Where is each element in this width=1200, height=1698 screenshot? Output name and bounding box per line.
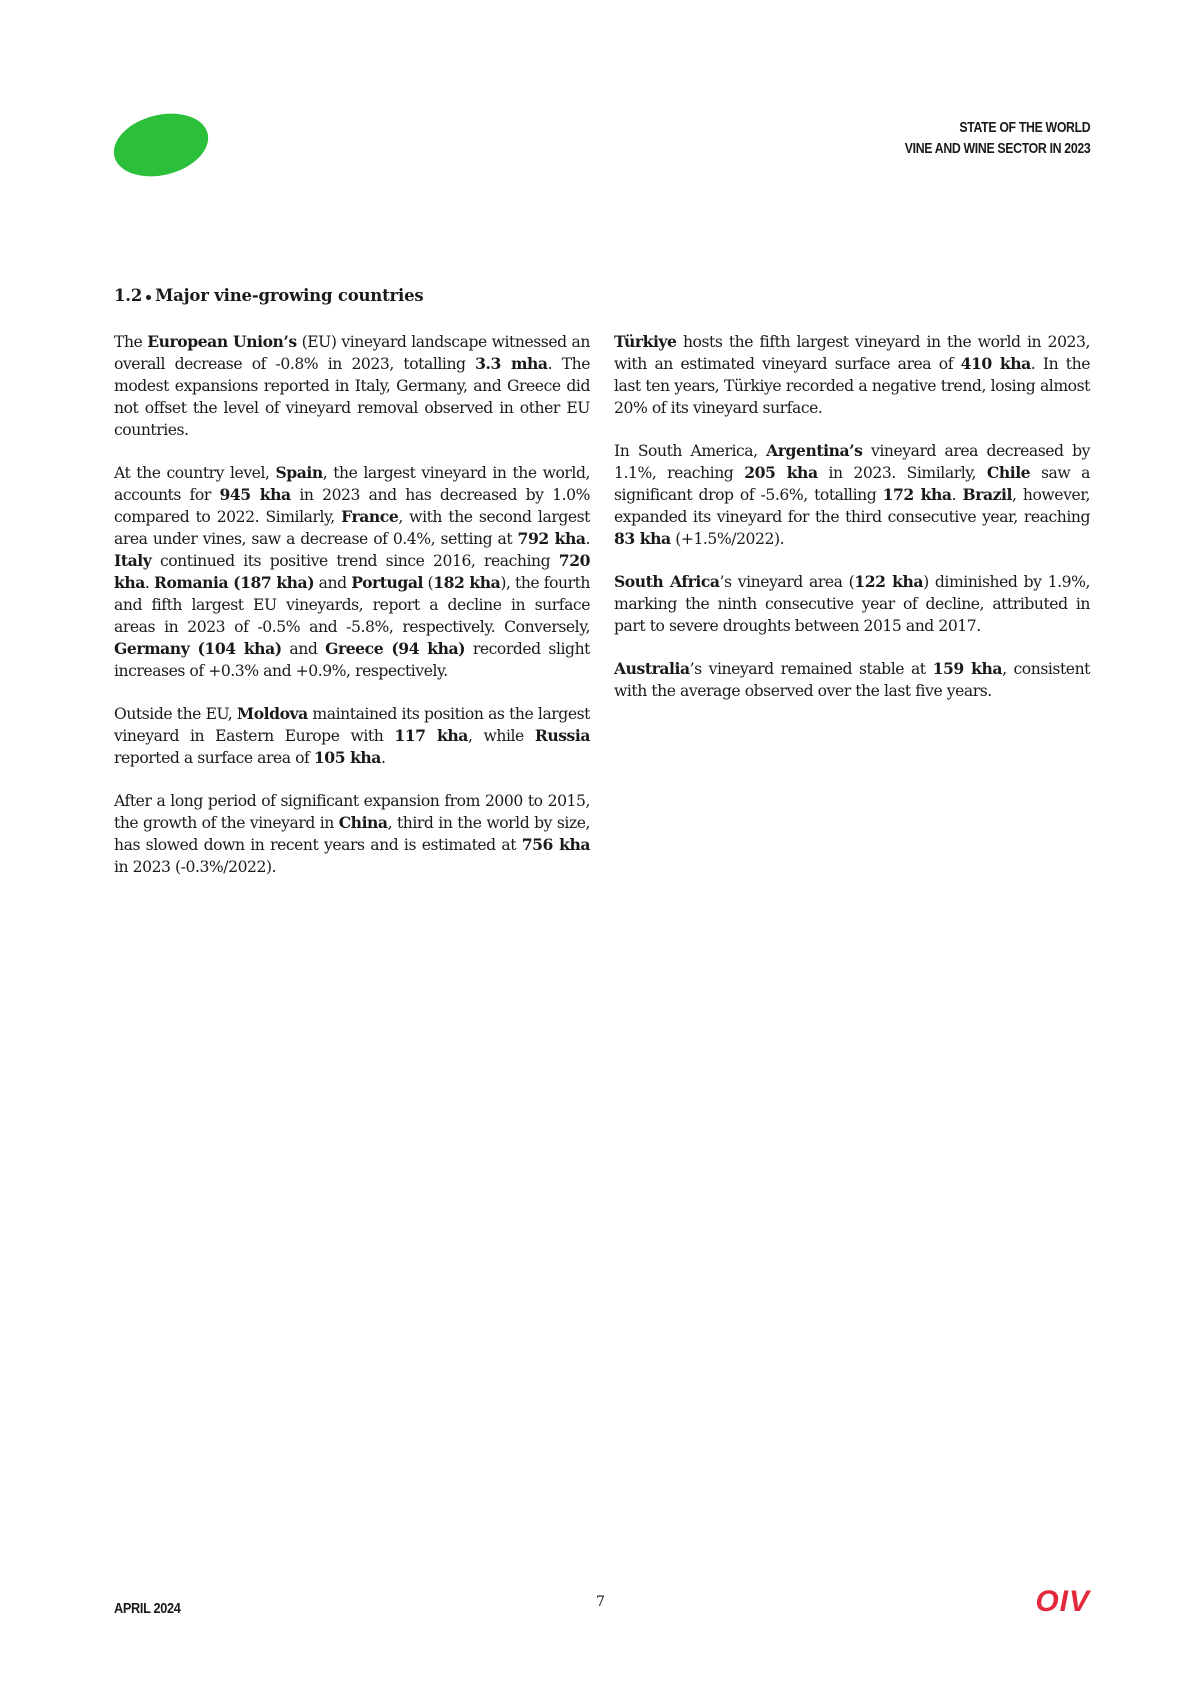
text-run: Outside the EU, xyxy=(114,705,237,723)
bold-text-run: 3.3 mha xyxy=(475,354,548,373)
text-run: continued its positive trend since 2016, reaching xyxy=(151,552,559,570)
document-header xyxy=(904,117,1090,159)
bold-text-run: 792 kha xyxy=(517,529,586,548)
text-run: . The modest expansions reported in Italy, Germany, and Greece did not offset the level of vineyard removal observed in other EU countries. xyxy=(114,355,590,439)
text-run: , while xyxy=(467,727,535,745)
text-run: recorded slight increases of +0.3% and +0.9%, respectively. xyxy=(114,640,590,680)
left-text-column xyxy=(114,331,590,899)
paragraph xyxy=(114,331,590,441)
paragraph xyxy=(614,440,1090,550)
oiv-logo: OIV xyxy=(1035,1585,1090,1618)
bold-text-run: Russia xyxy=(534,726,590,745)
bold-text-run: 172 kha xyxy=(882,485,952,504)
text-run: ), the fourth and fifth largest EU vineyards, report a decline in surface areas in 2023 of -0.5% and -5.8%, respectively. Conversely, xyxy=(114,574,591,636)
bold-text-run: 410 kha xyxy=(960,354,1031,373)
text-run: After a long period of significant expansion from 2000 to 2015, the growth of the vineyard in xyxy=(114,792,590,832)
text-run: ) diminished by 1.9%, marking the ninth consecutive year of decline, attributed in part to severe droughts between 2015 and 2017. xyxy=(614,573,1091,635)
bold-text-run: Moldova xyxy=(236,704,308,723)
right-text-column xyxy=(614,331,1090,723)
bold-text-run: Argentina’s xyxy=(766,441,863,460)
text-run: reported a surface area of xyxy=(114,749,314,767)
header-line-2: VINE AND WINE SECTOR IN 2023 xyxy=(904,140,1090,157)
text-run: . In the last ten years, Türkiye recorded a negative trend, losing almost 20% of its vineyard surface. xyxy=(614,355,1090,417)
paragraph xyxy=(114,790,590,878)
bold-text-run: 122 kha xyxy=(854,572,924,591)
text-run: . xyxy=(380,749,386,767)
bold-text-run: Greece (94 kha) xyxy=(325,639,466,658)
section-number: 1.2 xyxy=(114,286,143,305)
text-run: (EU) vineyard landscape witnessed an overall decrease of -0.8% in 2023, totalling xyxy=(114,333,590,373)
bold-text-run: 756 kha xyxy=(521,835,591,854)
text-run: , consistent with the average observed over the last five years. xyxy=(614,660,1090,700)
text-run: and xyxy=(281,640,326,658)
text-run: . xyxy=(951,486,963,504)
paragraph xyxy=(614,658,1090,702)
header-line-1: STATE OF THE WORLD xyxy=(959,119,1090,136)
bold-text-run: 117 kha xyxy=(394,726,468,745)
section-heading xyxy=(114,286,423,305)
text-run: . xyxy=(144,574,154,592)
bold-text-run: France xyxy=(341,507,399,526)
bold-text-run: South Africa xyxy=(614,572,720,591)
bold-text-run: European Union’s xyxy=(147,332,297,351)
section-title: Major vine-growing countries xyxy=(155,286,424,305)
text-run: , the largest vineyard in the world, accounts for xyxy=(114,464,590,504)
bold-text-run: 105 kha xyxy=(313,748,381,767)
text-run: in 2023 and has decreased by 1.0% compared to 2022. Similarly, xyxy=(114,486,590,526)
paragraph xyxy=(114,462,590,682)
text-run: In South America, xyxy=(614,442,767,460)
bold-text-run: Spain xyxy=(275,463,323,482)
text-run: . xyxy=(585,530,590,548)
brand-logo-shape xyxy=(107,104,215,185)
page-number: 7 xyxy=(596,1594,605,1610)
bold-text-run: 945 kha xyxy=(219,485,291,504)
text-run: The xyxy=(114,333,148,351)
bold-text-run: Germany (104 kha) xyxy=(114,639,282,658)
text-run: ( xyxy=(423,574,434,592)
text-run: (+1.5%/2022). xyxy=(670,530,785,548)
bold-text-run: Chile xyxy=(986,463,1031,482)
bold-text-run: 83 kha xyxy=(614,529,671,548)
text-run: At the country level, xyxy=(114,464,276,482)
text-run: hosts the fifth largest vineyard in the world in 2023, with an estimated vineyard surface area of xyxy=(614,333,1090,373)
text-run: vineyard area decreased by 1.1%, reaching xyxy=(614,442,1090,482)
text-run: in 2023. Similarly, xyxy=(817,464,987,482)
bold-text-run: 205 kha xyxy=(744,463,818,482)
bold-text-run: Romania (187 kha) xyxy=(153,573,315,592)
text-run: maintained its position as the largest vineyard in Eastern Europe with xyxy=(114,705,590,745)
footer-date: APRIL 2024 xyxy=(114,1600,181,1617)
paragraph xyxy=(614,331,1090,419)
bold-text-run: Portugal xyxy=(351,573,424,592)
bold-text-run: Australia xyxy=(614,659,690,678)
bold-text-run: Türkiye xyxy=(614,332,677,351)
paragraph xyxy=(114,703,590,769)
text-run: ’s vineyard area ( xyxy=(719,573,855,591)
bullet-dot-icon xyxy=(146,295,151,300)
text-run: , with the second largest area under vines, saw a decrease of 0.4%, setting at xyxy=(114,508,590,548)
text-run: , third in the world by size, has slowed down in recent years and is estimated at xyxy=(114,814,590,854)
bold-text-run: 720 kha xyxy=(114,551,590,592)
paragraph xyxy=(614,571,1090,637)
bold-text-run: Brazil xyxy=(962,485,1012,504)
bold-text-run: 182 kha xyxy=(433,573,501,592)
text-run: , however, expanded its vineyard for the third consecutive year, reaching xyxy=(614,486,1091,526)
bold-text-run: 159 kha xyxy=(932,659,1003,678)
text-run: saw a significant drop of -5.6%, totalling xyxy=(614,464,1090,504)
bold-text-run: China xyxy=(338,813,388,832)
text-run: ’s vineyard remained stable at xyxy=(689,660,933,678)
bold-text-run: Italy xyxy=(114,551,152,570)
text-run: in 2023 (-0.3%/2022). xyxy=(114,858,277,876)
text-run: and xyxy=(314,574,352,592)
